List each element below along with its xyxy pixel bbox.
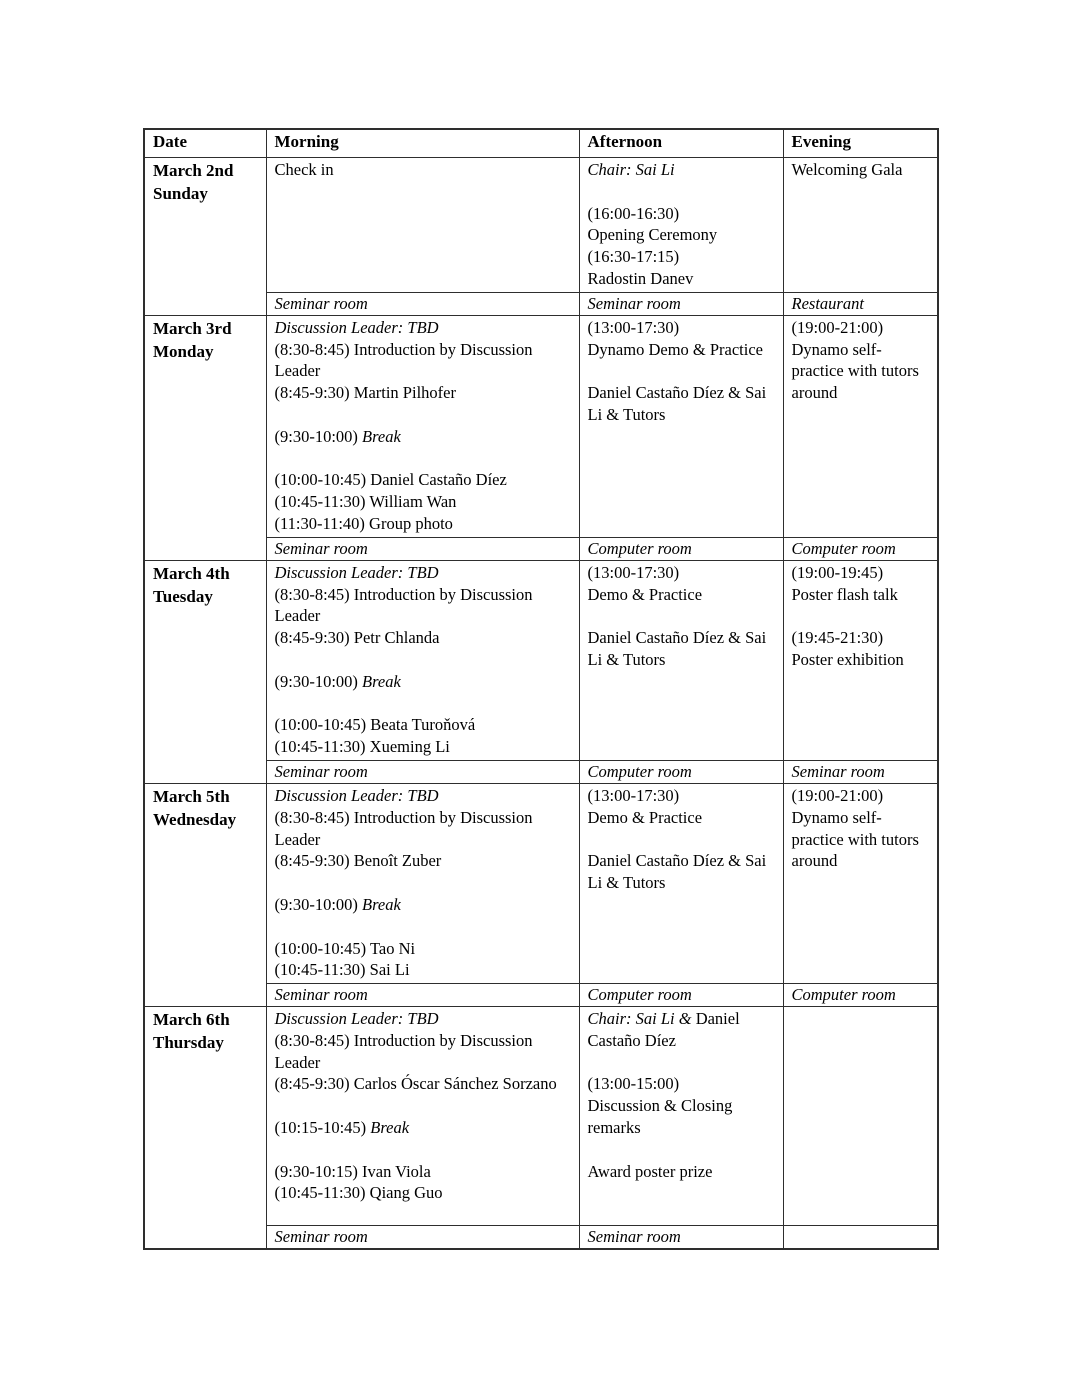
schedule-entry	[275, 649, 571, 671]
room-cell: Computer room	[783, 537, 938, 560]
date-line: March 6th	[153, 1010, 230, 1030]
schedule-entry	[275, 1139, 571, 1161]
day-main-row	[144, 1007, 938, 1226]
morning-cell	[266, 315, 579, 537]
schedule-entry: (10:00-10:45) Beata Turoňová	[274, 715, 476, 735]
schedule-entry: (19:45-21:30)	[791, 628, 884, 648]
schedule-entry: Dynamo Demo & Practice	[587, 339, 763, 359]
room-cell	[783, 1226, 938, 1250]
schedule-entry: (8:30-8:45) Introduction by Discussion Leader	[274, 339, 533, 381]
date-cell	[144, 315, 266, 560]
schedule-entry	[275, 916, 571, 938]
schedule-entry: (8:45-9:30) Carlos Óscar Sánchez Sorzano	[274, 1074, 557, 1094]
room-cell: Seminar room	[579, 1226, 783, 1250]
date-line: March 3rd	[153, 318, 232, 338]
schedule-entry: Opening Ceremony	[587, 225, 718, 245]
date-line: March 5th	[153, 786, 230, 806]
schedule-entry: (19:00-21:00)	[791, 785, 884, 805]
schedule-entry: (8:45-9:30) Martin Pilhofer	[274, 383, 456, 403]
header-morning: Morning	[266, 129, 579, 158]
schedule-entry	[275, 448, 571, 470]
evening-cell	[783, 315, 938, 537]
room-cell: Seminar room	[266, 984, 579, 1007]
schedule-entry: Discussion Leader: TBD	[274, 562, 439, 582]
schedule-entry: Daniel Castaño Díez & Sai Li & Tutors	[587, 851, 767, 893]
schedule-entry: (9:30-10:00) Break	[274, 426, 401, 446]
schedule-entry: Chair: Sai Li & Daniel Castaño Díez	[587, 1009, 740, 1050]
schedule-entry	[275, 404, 571, 426]
schedule-entry: (10:00-10:45) Tao Ni	[274, 938, 416, 958]
schedule-entry: (9:30-10:15) Ivan Viola	[274, 1161, 431, 1181]
room-cell: Computer room	[783, 984, 938, 1007]
schedule-table-body	[144, 158, 938, 1250]
header-afternoon: Afternoon	[579, 129, 783, 158]
room-cell: Seminar room	[266, 760, 579, 783]
header-evening: Evening	[783, 129, 938, 158]
room-cell: Seminar room	[266, 292, 579, 315]
schedule-entry: (10:45-11:30) William Wan	[274, 492, 457, 512]
schedule-entry	[275, 1095, 571, 1117]
schedule-entry	[588, 1139, 775, 1161]
schedule-entry: (13:00-15:00)	[587, 1074, 680, 1094]
evening-cell	[783, 158, 938, 293]
schedule-entry: (10:00-10:45) Daniel Castaño Díez	[274, 470, 507, 490]
header-date: Date	[144, 129, 266, 158]
schedule-entry: Demo & Practice	[587, 584, 703, 604]
schedule-document	[143, 128, 937, 1250]
date-line: Tuesday	[153, 586, 213, 606]
afternoon-cell	[579, 560, 783, 760]
schedule-entry: Check in	[274, 160, 334, 179]
date-line: Monday	[153, 341, 214, 361]
schedule-entry: (8:45-9:30) Benoît Zuber	[274, 851, 442, 871]
schedule-entry: (16:00-16:30)	[587, 203, 680, 223]
schedule-entry	[588, 360, 775, 382]
day-main-row	[144, 783, 938, 983]
morning-cell	[266, 158, 579, 293]
schedule-entry: (13:00-17:30)	[587, 562, 680, 582]
schedule-entry: Discussion Leader: TBD	[274, 1009, 439, 1029]
date-cell	[144, 158, 266, 316]
day-main-row	[144, 560, 938, 760]
morning-cell	[266, 783, 579, 983]
schedule-entry: (9:30-10:00) Break	[274, 671, 401, 691]
schedule-entry: (19:00-19:45)	[791, 562, 884, 582]
room-cell: Computer room	[579, 984, 783, 1007]
room-cell: Seminar room	[266, 1226, 579, 1250]
schedule-entry: Poster flash talk	[791, 584, 898, 604]
evening-cell	[783, 560, 938, 760]
schedule-entry: Discussion & Closing remarks	[587, 1096, 733, 1138]
date-cell	[144, 783, 266, 1006]
schedule-entry: (8:30-8:45) Introduction by Discussion Leader	[274, 584, 533, 626]
day-main-row	[144, 315, 938, 537]
schedule-entry	[792, 605, 930, 627]
afternoon-cell	[579, 158, 783, 293]
schedule-entry: (10:45-11:30) Sai Li	[274, 960, 410, 980]
room-cell: Seminar room	[783, 760, 938, 783]
schedule-entry: Demo & Practice	[587, 807, 703, 827]
schedule-entry: (10:15-10:45) Break	[274, 1118, 410, 1138]
schedule-entry: Chair: Sai Li	[587, 160, 675, 179]
schedule-entry: (8:30-8:45) Introduction by Discussion Leader	[274, 807, 533, 849]
room-cell: Seminar room	[266, 537, 579, 560]
date-cell	[144, 1007, 266, 1250]
evening-cell	[783, 783, 938, 983]
schedule-entry: Radostin Danev	[587, 268, 694, 288]
date-line: March 4th	[153, 563, 230, 583]
room-cell: Computer room	[579, 760, 783, 783]
room-cell: Seminar room	[579, 292, 783, 315]
schedule-entry: Award poster prize	[587, 1161, 713, 1181]
schedule-entry	[588, 829, 775, 851]
date-line: Sunday	[153, 184, 208, 203]
afternoon-cell	[579, 1007, 783, 1226]
schedule-entry	[588, 605, 775, 627]
schedule-entry	[588, 181, 775, 203]
schedule-entry: (10:45-11:30) Qiang Guo	[274, 1183, 443, 1203]
morning-cell	[266, 560, 579, 760]
schedule-entry: Poster exhibition	[791, 649, 904, 669]
evening-cell	[783, 1007, 938, 1226]
date-line: Wednesday	[153, 809, 237, 829]
schedule-entry: (8:45-9:30) Petr Chlanda	[274, 628, 440, 648]
date-cell	[144, 560, 266, 783]
schedule-entry: Daniel Castaño Díez & Sai Li & Tutors	[587, 628, 767, 669]
room-cell: Restaurant	[783, 292, 938, 315]
room-cell: Computer room	[579, 537, 783, 560]
morning-cell	[266, 1007, 579, 1226]
date-line: Thursday	[153, 1033, 224, 1053]
schedule-entry: (9:30-10:00) Break	[274, 894, 401, 914]
date-line: March 2nd	[153, 161, 234, 180]
header-row	[144, 129, 938, 158]
schedule-entry: (19:00-21:00)	[791, 317, 884, 337]
schedule-entry: Welcoming Gala	[791, 160, 903, 179]
day-main-row	[144, 158, 938, 293]
afternoon-cell	[579, 783, 783, 983]
schedule-table	[143, 128, 939, 1250]
schedule-entry: Discussion Leader: TBD	[274, 317, 439, 337]
schedule-entry: Discussion Leader: TBD	[274, 785, 439, 805]
schedule-entry: Dynamo self-practice with tutors around	[791, 339, 919, 403]
schedule-entry: Dynamo self-practice with tutors around	[791, 807, 919, 871]
schedule-entry: (13:00-17:30)	[587, 785, 680, 805]
schedule-entry	[588, 1052, 775, 1074]
schedule-entry	[275, 693, 571, 715]
schedule-entry: (16:30-17:15)	[587, 247, 680, 267]
schedule-entry: (11:30-11:40) Group photo	[274, 513, 453, 533]
afternoon-cell	[579, 315, 783, 537]
schedule-entry	[275, 872, 571, 894]
schedule-entry: (13:00-17:30)	[587, 317, 680, 337]
schedule-entry: (10:45-11:30) Xueming Li	[274, 737, 450, 757]
schedule-entry: Daniel Castaño Díez & Sai Li & Tutors	[587, 383, 767, 424]
schedule-entry: (8:30-8:45) Introduction by Discussion Leader	[274, 1030, 533, 1072]
